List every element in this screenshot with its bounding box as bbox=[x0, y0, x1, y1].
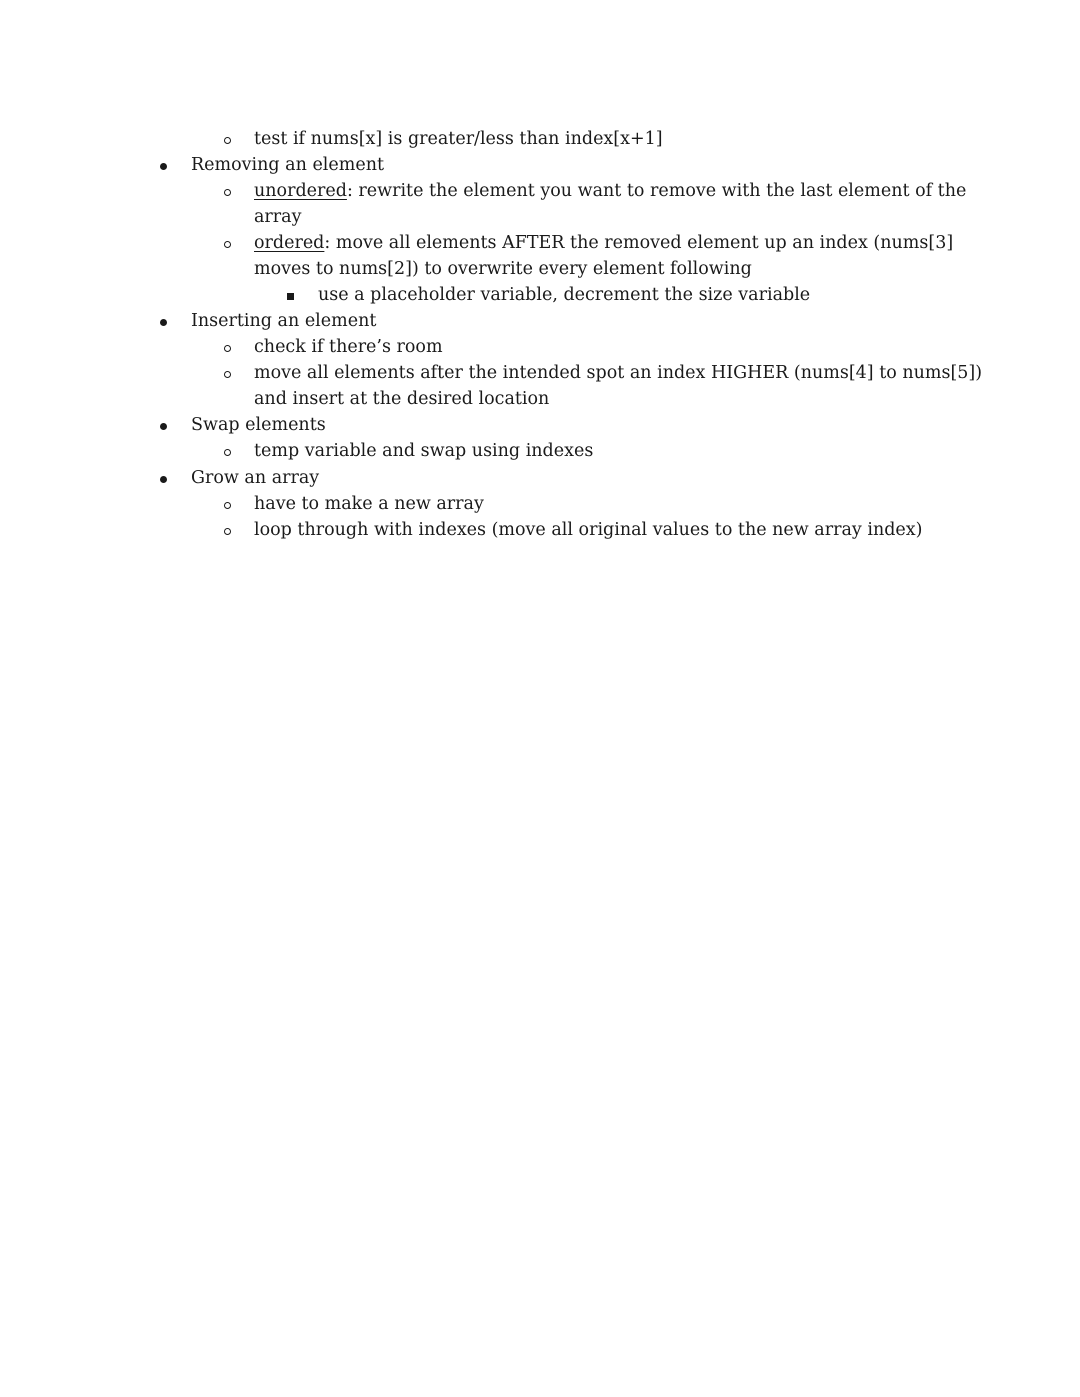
square-bullet-icon bbox=[287, 293, 294, 300]
bullet-icon bbox=[160, 423, 167, 430]
term-ordered: ordered bbox=[254, 233, 325, 253]
ordered-description: : move all elements AFTER the removed element up an index (nums[3] bbox=[324, 233, 954, 253]
term-unordered: unordered bbox=[254, 181, 347, 201]
hollow-bullet-icon bbox=[224, 137, 231, 144]
hollow-bullet-icon bbox=[224, 345, 231, 352]
list-item-unordered bbox=[254, 178, 966, 204]
list-item-ordered-continuation: moves to nums[2]) to overwrite every element following bbox=[254, 259, 752, 279]
list-item-check-room: check if there’s room bbox=[254, 337, 443, 357]
list-item-temp-variable: temp variable and swap using indexes bbox=[254, 441, 594, 461]
unordered-description: : rewrite the element you want to remove with the last element of the bbox=[346, 181, 967, 201]
list-item-ordered bbox=[254, 230, 953, 256]
list-item-compare: test if nums[x] is greater/less than index[x+1] bbox=[254, 129, 663, 149]
list-item-unordered-continuation: array bbox=[254, 207, 302, 227]
list-item-removing: Removing an element bbox=[191, 155, 385, 175]
list-item-swap: Swap elements bbox=[191, 415, 326, 435]
hollow-bullet-icon bbox=[224, 241, 231, 248]
bullet-icon bbox=[160, 319, 167, 326]
hollow-bullet-icon bbox=[224, 449, 231, 456]
list-item-move-higher: move all elements after the intended spot an index HIGHER (nums[4] to nums[5]) bbox=[254, 363, 983, 383]
list-item-loop-through: loop through with indexes (move all original values to the new array index) bbox=[254, 520, 923, 540]
list-item-inserting: Inserting an element bbox=[191, 311, 377, 331]
bullet-icon bbox=[160, 163, 167, 170]
hollow-bullet-icon bbox=[224, 371, 231, 378]
hollow-bullet-icon bbox=[224, 502, 231, 509]
list-item-placeholder: use a placeholder variable, decrement the size variable bbox=[318, 285, 811, 305]
list-item-new-array: have to make a new array bbox=[254, 494, 484, 514]
hollow-bullet-icon bbox=[224, 528, 231, 535]
list-item-move-higher-continuation: and insert at the desired location bbox=[254, 389, 550, 409]
hollow-bullet-icon bbox=[224, 189, 231, 196]
list-item-grow: Grow an array bbox=[191, 468, 320, 488]
bullet-icon bbox=[160, 476, 167, 483]
